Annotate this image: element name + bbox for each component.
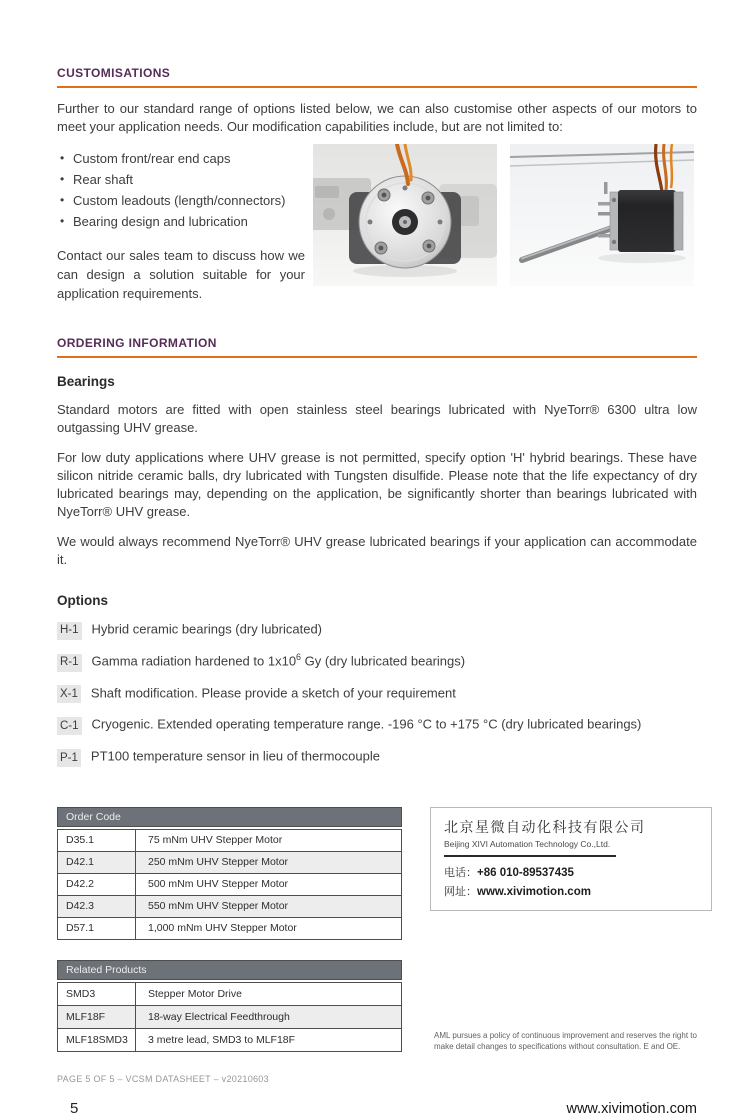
option-text: Gamma radiation hardened to $1x10^6$ Gy (dry lubricated bearings) <box>91 651 466 669</box>
order-desc-cell: 250 mNm UHV Stepper Motor <box>148 856 289 869</box>
table-row <box>58 1005 401 1028</box>
option-text: Hybrid ceramic bearings (dry lubricated) <box>91 621 323 637</box>
product-code-cell: SMD3 <box>58 983 136 1005</box>
disclaimer-text: AML pursues a policy of continuous improvement and reserves the right to make detail changes to specifications without consultation. E and OE. <box>434 1031 697 1052</box>
bearings-subheading: Bearings <box>57 374 115 389</box>
order-desc-cell: 550 mNm UHV Stepper Motor <box>148 900 289 913</box>
order-desc-cell: 500 mNm UHV Stepper Motor <box>148 878 289 891</box>
option-code-badge: P-1 <box>57 749 81 767</box>
product-photos <box>313 144 694 316</box>
table-header: Related Products <box>57 960 402 980</box>
order-code-cell: D57.1 <box>58 918 136 939</box>
order-code-table <box>57 807 402 940</box>
order-code-cell: D42.1 <box>58 852 136 873</box>
order-code-cell: D42.2 <box>58 874 136 895</box>
table-body <box>57 829 402 940</box>
ordering-bottom-area <box>57 807 697 1052</box>
option-row <box>57 682 697 704</box>
table-row <box>58 873 401 895</box>
option-text: Cryogenic. Extended operating temperature range. -196 °C to +175 °C (dry lubricated bearings) <box>91 716 642 732</box>
table-row <box>58 851 401 873</box>
page-number: 5 <box>70 1100 79 1117</box>
option-row <box>57 618 697 640</box>
option-code-badge: H-1 <box>57 622 82 640</box>
table-row <box>58 917 401 939</box>
table-header: Order Code <box>57 807 402 827</box>
supplier-name-en: Beijing XIVI Automation Technology Co.,Ltd. <box>444 839 611 850</box>
contact-sales-paragraph: Contact our sales team to discuss how we can design a solution suitable for your application requirements. <box>57 248 305 301</box>
supplier-divider <box>444 855 616 857</box>
order-desc-cell: 1,000 mNm UHV Stepper Motor <box>148 922 297 935</box>
ordering-information-heading: ORDERING INFORMATION <box>57 336 697 358</box>
supplier-column <box>430 807 712 1052</box>
option-text: Shaft modification. Please provide a sketch of your requirement <box>90 684 456 700</box>
stepper-motor-long-shaft-photo <box>510 144 694 286</box>
supplier-phone-line: 电话：+86 010-89537435 <box>444 867 574 880</box>
product-desc-cell: 18-way Electrical Feedthrough <box>148 1011 290 1024</box>
order-code-cell: D35.1 <box>58 830 136 851</box>
bullet-item: • Custom front/rear end caps <box>57 148 313 169</box>
product-code-cell: MLF18SMD3 <box>58 1029 136 1051</box>
bearings-paragraph: We would always recommend NyeTorr® UHV grease lubricated bearings if your application can accommodate it. <box>57 534 697 567</box>
customisations-columns <box>57 144 697 316</box>
footer-website: www.xivimotion.com <box>566 1101 697 1117</box>
options-list <box>57 618 697 767</box>
bullet-item: • Bearing design and lubrication <box>57 211 313 232</box>
bearings-paragraph: Standard motors are fitted with open stainless steel bearings lubricated with NyeTorr® 6300 ultra low outgassing UHV grease. <box>57 402 697 435</box>
tables-column <box>57 807 402 1052</box>
footer-meta-line: PAGE 5 OF 5 – VCSM DATASHEET – v20210603 <box>57 1074 269 1085</box>
customisation-bullet-list <box>57 148 313 232</box>
bearings-paragraph: For low duty applications where UHV grease is not permitted, specify option 'H' hybrid bearings. These have silicon nitride ceramic balls, dry lubricated with Tungsten disulfide. Please note that the life expectancy of dry lubricated bearings may, depending on the application, be significantly shorter than bearings lubricated with NyeTorr® UHV grease. <box>57 450 697 519</box>
option-row <box>57 713 697 735</box>
table-row <box>58 895 401 917</box>
order-desc-cell: 75 mNm UHV Stepper Motor <box>148 834 283 847</box>
supplier-card <box>430 807 712 911</box>
supplier-website: www.xivimotion.com <box>477 886 591 899</box>
bullet-item: • Rear shaft <box>57 169 313 190</box>
supplier-name-cn: 北京星微自动化科技有限公司 <box>444 819 646 836</box>
customisations-intro-paragraph: Further to our standard range of options listed below, we can also customise other aspects of our motors to meet your application needs. Our modification capabilities include, but are not limited to: <box>57 101 697 134</box>
customisations-left-column <box>57 144 313 316</box>
motor-faceplate-closeup-photo <box>313 144 497 286</box>
related-products-table <box>57 960 402 1052</box>
footer-row <box>57 1100 697 1117</box>
table-row <box>58 1028 401 1051</box>
order-code-cell: D42.3 <box>58 896 136 917</box>
table-row <box>58 830 401 851</box>
product-code-cell: MLF18F <box>58 1006 136 1028</box>
option-code-badge: C-1 <box>57 717 82 735</box>
option-row <box>57 745 697 767</box>
table-body <box>57 982 402 1052</box>
option-code-badge: X-1 <box>57 685 81 703</box>
option-row <box>57 650 697 672</box>
table-row <box>58 983 401 1005</box>
supplier-phone-number: +86 010-89537435 <box>477 867 574 880</box>
supplier-web-line: 网址：www.xivimotion.com <box>444 886 591 899</box>
product-desc-cell: Stepper Motor Drive <box>148 988 242 1001</box>
product-desc-cell: 3 metre lead, SMD3 to MLF18F <box>148 1034 296 1047</box>
options-subheading: Options <box>57 593 108 608</box>
bullet-item: • Custom leadouts (length/connectors) <box>57 190 313 211</box>
option-code-badge: R-1 <box>57 654 82 672</box>
customisations-heading: CUSTOMISATIONS <box>57 66 697 88</box>
option-text: PT100 temperature sensor in lieu of thermocouple <box>90 748 380 764</box>
